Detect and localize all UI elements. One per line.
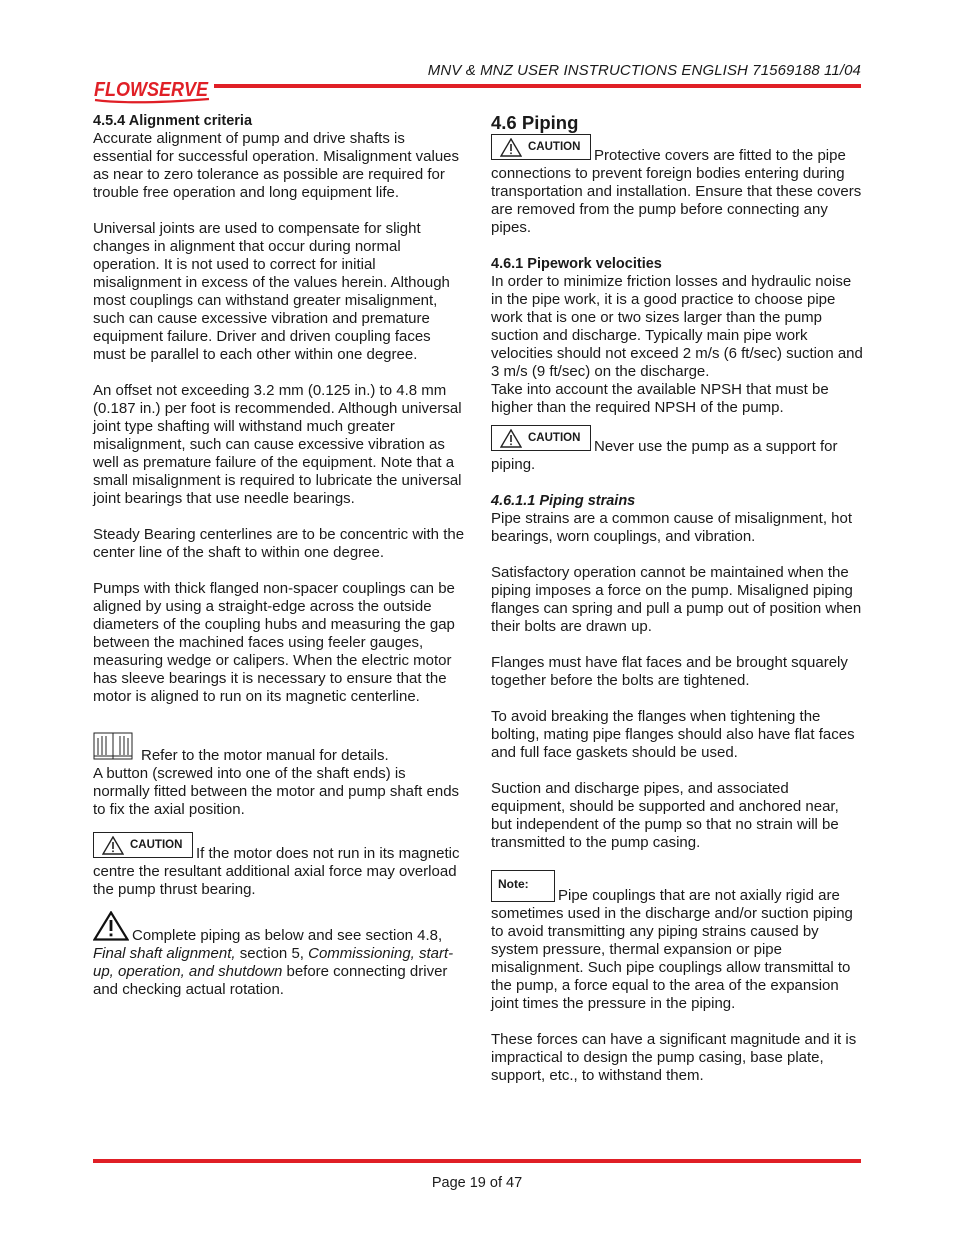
note-pipe-couplings: Note: Pipe couplings that are not axially rigid are sometimes used in the discharge and/or suction piping to avoid transmitting any piping strains caused by system pressure, thermal expansion or pipe misalignment. Such pipe couplings allow transmittal to the pump, a force equal to the area of the expansion joint times the pressure in the piping. xyxy=(491,870,863,1013)
caution-pump-support: CAUTION Never use the pump as a support for piping. xyxy=(491,425,863,474)
paragraph: In order to minimize friction losses and hydraulic noise in the pipe work, it is a good practice to choose pipe work that is one or two sizes larger than the pump suction and discharge. Typically main pipe work velocities should not exceed 2 m/s (6 ft/sec) suction and 3 m/s (9 ft/sec) on the discharge. xyxy=(491,273,863,380)
left-column xyxy=(93,112,465,999)
warning-triangle-icon xyxy=(102,836,124,855)
warning-triangle-icon xyxy=(500,429,522,448)
paragraph: A button (screwed into one of the shaft ends) is normally fitted between the motor and pump shaft ends to fix the axial position. xyxy=(93,765,460,818)
paragraph: To avoid breaking the flanges when tightening the bolting, mating pipe flanges should also have flat faces and full face gaskets should be used. xyxy=(491,708,855,761)
paragraph: Flanges must have flat faces and be brought squarely together before the bolts are tightened. xyxy=(491,654,848,689)
paragraph: Universal joints are used to compensate for slight changes in alignment that occur during normal operation. It is not used to correct for initial misalignment in excess of the values herein. Although most couplings can withstand greater misalignment, such can cause excessive vibration and premature equipment failure. Driver and driven coupling faces must be parallel to each other within one degree. xyxy=(93,220,450,363)
book-note-text: Refer to the motor manual for details. xyxy=(141,747,389,764)
caution-badge: CAUTION xyxy=(93,832,193,858)
book-icon xyxy=(93,732,133,762)
paragraph: Suction and discharge pipes, and associated equipment, should be supported and anchored near, but independent of the pump so that no strain will be transmitted to the pump casing. xyxy=(491,780,839,851)
page-number: Page 19 of 47 xyxy=(431,1175,523,1191)
warning-complete-piping: Complete piping as below and see section 4.8, Final shaft alignment, section 5, Commissioning, start-up, operation, and shutdown before connecting driver and checking actual rotation. xyxy=(93,911,465,999)
paragraph: Accurate alignment of pump and drive shafts is essential for successful operation. Misalignment values as near to zero tolerance as possible are required for trouble free operation and long equipment life. xyxy=(93,130,460,201)
paragraph: Take into account the available NPSH that must be higher than the required NPSH of the pump. xyxy=(491,381,829,416)
paragraph: These forces can have a significant magnitude and it is impractical to design the pump casing, base plate, support, etc., to withstand them. xyxy=(491,1031,857,1084)
paragraph: Steady Bearing centerlines are to be concentric with the center line of the shaft to within one degree. xyxy=(93,526,465,561)
right-column xyxy=(491,112,863,1085)
paragraph: Pumps with thick flanged non-spacer couplings can be aligned by using a straight-edge across the outside diameters of the coupling hubs and measuring the gap between the machined faces using feeler gauges, measuring wedge or calipers. When the electric motor has sleeve bearings it is necessary to ensure that the motor is aligned to run on its magnetic centerline. xyxy=(93,580,455,705)
paragraph: Pipe strains are a common cause of misalignment, hot bearings, worn couplings, and vibration. xyxy=(491,510,853,545)
paragraph: An offset not exceeding 3.2 mm (0.125 in.) to 4.8 mm (0.187 in.) per foot is recommended. Although universal joint type shafting will withstand much greater misalignment, such can cause excessive vibration as well as premature failure of the equipment. Note that a small misalignment is required to lubricate the universal joint bearings that use needle bearings. xyxy=(93,382,462,507)
motor-manual-reference xyxy=(93,732,465,765)
flowserve-logo xyxy=(93,72,211,106)
heading-piping: 4.6 Piping xyxy=(491,112,579,133)
caution-protective-covers: CAUTION Protective covers are fitted to the pipe connections to prevent foreign bodies entering during transportation and installation. Ensure that these covers are removed from the pump before connecting any pipes. xyxy=(491,134,863,237)
heading-alignment-criteria: 4.5.4 Alignment criteria xyxy=(93,113,253,129)
header-rule xyxy=(214,84,861,88)
caution-badge: CAUTION xyxy=(491,134,591,160)
svg-text:FLOWSERVE: FLOWSERVE xyxy=(94,79,209,101)
footer-rule xyxy=(93,1159,861,1163)
caution-badge: CAUTION xyxy=(491,425,591,451)
document-title: MNV & MNZ USER INSTRUCTIONS ENGLISH 71569188 11/04 xyxy=(427,62,861,79)
warning-triangle-icon xyxy=(93,911,129,941)
caution-motor-centre: CAUTION If the motor does not run in its magnetic centre the resultant additional axial force may overload the pump thrust bearing. xyxy=(93,832,465,899)
paragraph: Satisfactory operation cannot be maintained when the piping imposes a force on the pump. Misaligned piping flanges can spring and pull a pump out of position when their bolts are drawn up. xyxy=(491,564,862,635)
heading-pipework-velocities: 4.6.1 Pipework velocities xyxy=(491,256,662,272)
warning-triangle-icon xyxy=(500,138,522,157)
note-badge: Note: xyxy=(491,870,555,902)
heading-piping-strains: 4.6.1.1 Piping strains xyxy=(491,493,636,509)
